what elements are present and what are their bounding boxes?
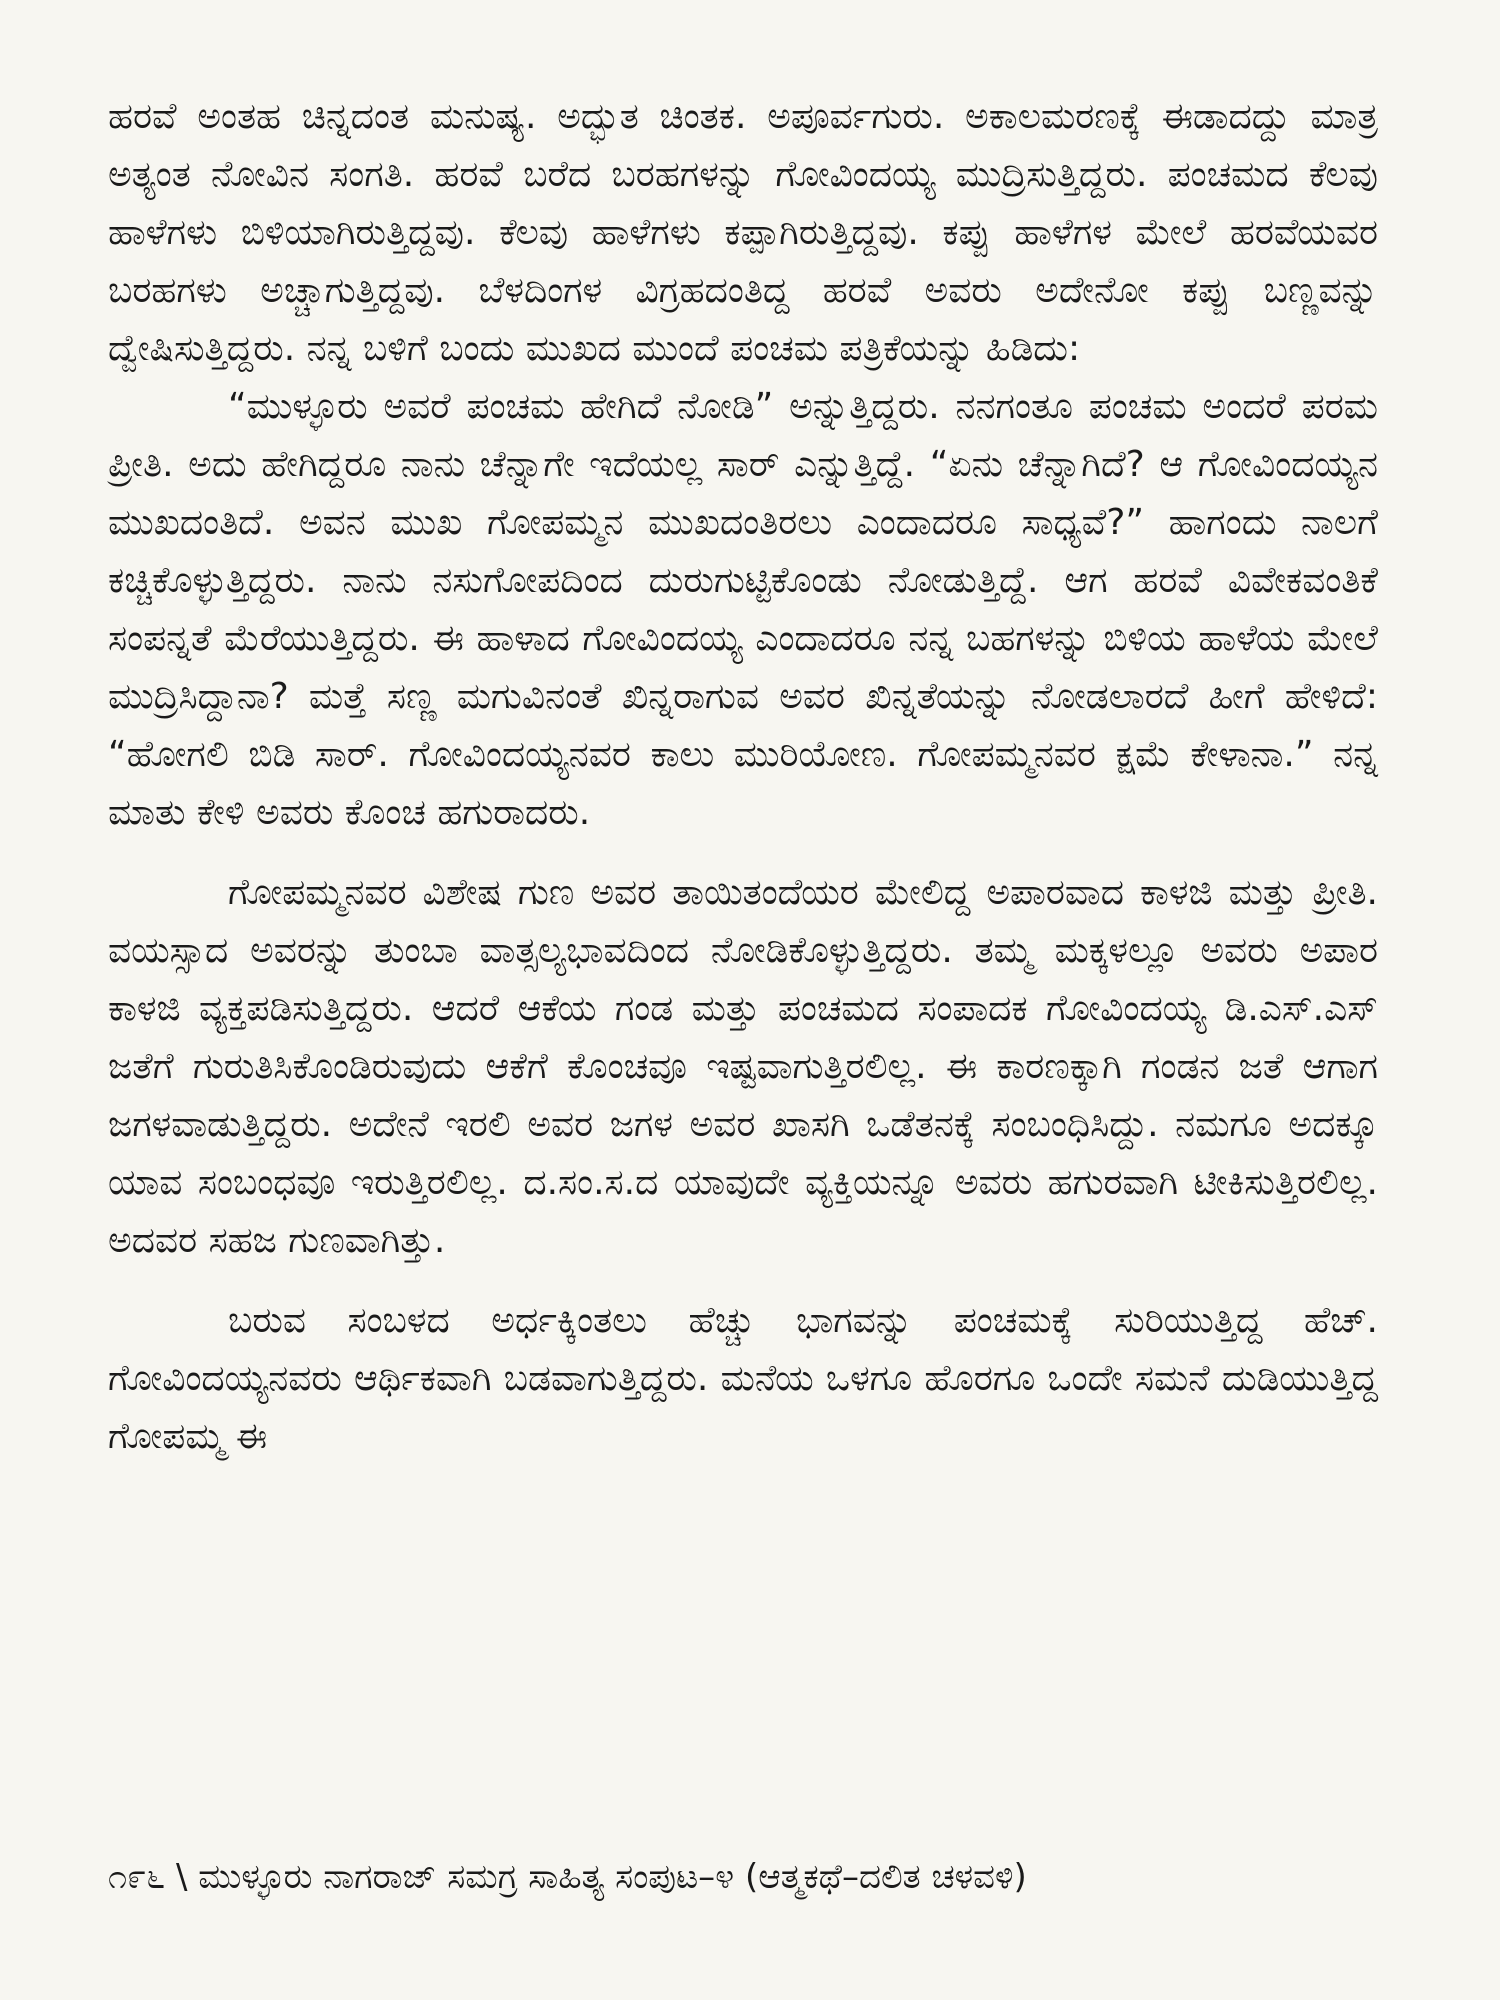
page-footer (108, 1855, 1378, 1899)
paragraph-2: “ಮುಳ್ಳೂರು ಅವರೆ ಪಂಚಮ ಹೇಗಿದೆ ನೋಡಿ” ಅನ್ನುತ್ತಿದ್ದರು. ನನಗಂತೂ ಪಂಚಮ ಅಂದರೆ ಪರಮ ಪ್ರೀತಿ. ಅದು ಹೇಗಿದ್ದರೂ ನಾನು ಚೆನ್ನಾಗೇ ಇದೆಯಲ್ಲ ಸಾರ್ ಎನ್ನುತ್ತಿದ್ದೆ. “ಏನು ಚೆನ್ನಾಗಿದೆ? ಆ ಗೋವಿಂದಯ್ಯನ ಮುಖದಂತಿದೆ. ಅವನ ಮುಖ ಗೋಪಮ್ಮನ ಮುಖದಂತಿರಲು ಎಂದಾದರೂ ಸಾಧ್ಯವೆ?” ಹಾಗಂದು ನಾಲಗೆ ಕಚ್ಚಿಕೊಳ್ಳುತ್ತಿದ್ದರು. ನಾನು ನಸುಗೋಪದಿಂದ ದುರುಗುಟ್ಟಿಕೊಂಡು ನೋಡುತ್ತಿದ್ದೆ. ಆಗ ಹರವೆ ವಿವೇಕವಂತಿಕೆ ಸಂಪನ್ನತೆ ಮೆರೆಯುತ್ತಿದ್ದರು. ಈ ಹಾಳಾದ ಗೋವಿಂದಯ್ಯ ಎಂದಾದರೂ ನನ್ನ ಬಹಗಳನ್ನು ಬಿಳಿಯ ಹಾಳೆಯ ಮೇಲೆ ಮುದ್ರಿಸಿದ್ದಾನಾ? ಮತ್ತೆ ಸಣ್ಣ ಮಗುವಿನಂತೆ ಖಿನ್ನರಾಗುವ ಅವರ ಖಿನ್ನತೆಯನ್ನು ನೋಡಲಾರದೆ ಹೀಗೆ ಹೇಳಿದೆ: “ಹೋಗಲಿ ಬಿಡಿ ಸಾರ್. ಗೋವಿಂದಯ್ಯನವರ ಕಾಲು ಮುರಿಯೋಣ. ಗೋಪಮ್ಮನವರ ಕ್ಷಮೆ ಕೇಳಾನಾ.” ನನ್ನ ಮಾತು ಕೇಳಿ ಅವರು ಕೊಂಚ ಹಗುರಾದರು. (108, 386, 1378, 833)
paragraph-gap (108, 1270, 1378, 1292)
page-number: ೧೯೬ (108, 1857, 166, 1897)
running-title: ಮುಳ್ಳೂರು ನಾಗರಾಜ್ ಸಮಗ್ರ ಸಾಹಿತ್ಯ ಸಂಪುಟ–೪ (ಆತ್ಮಕಥೆ–ದಲಿತ ಚಳವಳಿ) (198, 1857, 1027, 1897)
paragraph-4: ಬರುವ ಸಂಬಳದ ಅರ್ಧಕ್ಕಿಂತಲು ಹೆಚ್ಚು ಭಾಗವನ್ನು ಪಂಚಮಕ್ಕೆ ಸುರಿಯುತ್ತಿದ್ದ ಹೆಚ್. ಗೋವಿಂದಯ್ಯನವರು ಆರ್ಥಿಕವಾಗಿ ಬಡವಾಗುತ್ತಿದ್ದರು. ಮನೆಯ ಒಳಗೂ ಹೊರಗೂ ಒಂದೇ ಸಮನೆ ದುಡಿಯುತ್ತಿದ್ದ ಗೋಪಮ್ಮ ಈ (108, 1300, 1378, 1457)
paragraph-3: ಗೋಪಮ್ಮನವರ ವಿಶೇಷ ಗುಣ ಅವರ ತಾಯಿತಂದೆಯರ ಮೇಲಿದ್ದ ಅಪಾರವಾದ ಕಾಳಜಿ ಮತ್ತು ಪ್ರೀತಿ. ವಯಸ್ಸಾದ ಅವರನ್ನು ತುಂಬಾ ವಾತ್ಸಲ್ಯಭಾವದಿಂದ ನೋಡಿಕೊಳ್ಳುತ್ತಿದ್ದರು. ತಮ್ಮ ಮಕ್ಕಳಲ್ಲೂ ಅವರು ಅಪಾರ ಕಾಳಜಿ ವ್ಯಕ್ತಪಡಿಸುತ್ತಿದ್ದರು. ಆದರೆ ಆಕೆಯ ಗಂಡ ಮತ್ತು ಪಂಚಮದ ಸಂಪಾದಕ ಗೋವಿಂದಯ್ಯ ಡಿ.ಎಸ್.ಎಸ್ ಜತೆಗೆ ಗುರುತಿಸಿಕೊಂಡಿರುವುದು ಆಕೆಗೆ ಕೊಂಚವೂ ಇಷ್ಟವಾಗುತ್ತಿರಲಿಲ್ಲ. ಈ ಕಾರಣಕ್ಕಾಗಿ ಗಂಡನ ಜತೆ ಆಗಾಗ ಜಗಳವಾಡುತ್ತಿದ್ದರು. ಅದೇನೆ ಇರಲಿ ಅವರ ಜಗಳ ಅವರ ಖಾಸಗಿ ಒಡೆತನಕ್ಕೆ ಸಂಬಂಧಿಸಿದ್ದು. ನಮಗೂ ಅದಕ್ಕೂ ಯಾವ ಸಂಬಂಧವೂ ಇರುತ್ತಿರಲಿಲ್ಲ. ದ.ಸಂ.ಸ.ದ ಯಾವುದೇ ವ್ಯಕ್ತಿಯನ್ನೂ ಅವರು ಹಗುರವಾಗಿ ಟೀಕಿಸುತ್ತಿರಲಿಲ್ಲ. ಅದವರ ಸಹಜ ಗುಣವಾಗಿತ್ತು. (108, 872, 1378, 1261)
page-body (108, 88, 1378, 1466)
paragraph-1: ಹರವೆ ಅಂತಹ ಚಿನ್ನದಂತ ಮನುಷ್ಯ. ಅದ್ಭುತ ಚಿಂತಕ. ಅಪೂರ್ವಗುರು. ಅಕಾಲಮರಣಕ್ಕೆ ಈಡಾದದ್ದು ಮಾತ್ರ ಅತ್ಯಂತ ನೋವಿನ ಸಂಗತಿ. ಹರವೆ ಬರೆದ ಬರಹಗಳನ್ನು ಗೋವಿಂದಯ್ಯ ಮುದ್ರಿಸುತ್ತಿದ್ದರು. ಪಂಚಮದ ಕೆಲವು ಹಾಳೆಗಳು ಬಿಳಿಯಾಗಿರುತ್ತಿದ್ದವು. ಕೆಲವು ಹಾಳೆಗಳು ಕಪ್ಪಾಗಿರುತ್ತಿದ್ದವು. ಕಪ್ಪು ಹಾಳೆಗಳ ಮೇಲೆ ಹರವೆಯವರ ಬರಹಗಳು ಅಚ್ಚಾಗುತ್ತಿದ್ದವು. ಬೆಳದಿಂಗಳ ವಿಗ್ರಹದಂತಿದ್ದ ಹರವೆ ಅವರು ಅದೇನೋ ಕಪ್ಪು ಬಣ್ಣವನ್ನು ದ್ವೇಷಿಸುತ್ತಿದ್ದರು. ನನ್ನ ಬಳಿಗೆ ಬಂದು ಮುಖದ ಮುಂದೆ ಪಂಚಮ ಪತ್ರಿಕೆಯನ್ನು ಹಿಡಿದು: (108, 96, 1378, 369)
paragraph-gap (108, 842, 1378, 864)
footer-separator: \ (175, 1857, 188, 1897)
